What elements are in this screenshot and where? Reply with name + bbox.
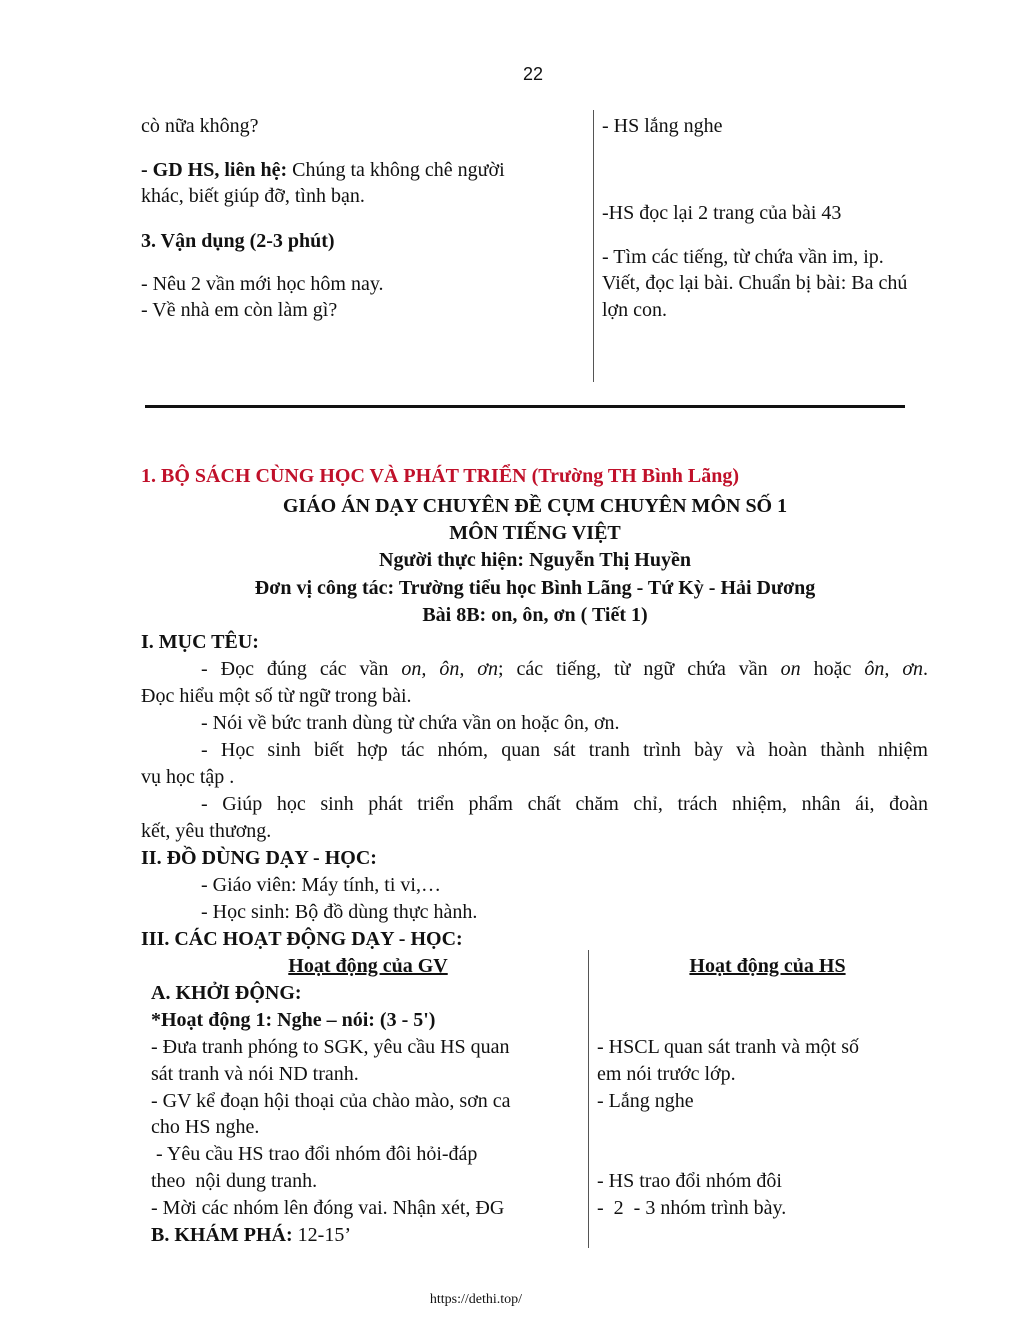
left-item-2: - Về nhà em còn làm gì?	[141, 299, 338, 321]
muc-tieu-p3: - Học sinh biết hợp tác nhóm, quan sát tranh trình bày và hoàn thành nhiệm	[201, 739, 928, 761]
gd-hs-text-2: khác, biết giúp đỡ, tình bạn.	[141, 185, 365, 207]
col-header-hs: Hoạt động của HS	[689, 955, 846, 977]
section-divider	[145, 405, 905, 408]
gd-hs-label: - GD HS, liên hệ:	[141, 159, 288, 181]
gv-line: theo nội dung tranh.	[151, 1170, 318, 1192]
muc-tieu-heading: I. MỤC TÊU:	[141, 631, 259, 653]
header-line-5: Bài 8B: on, ôn, ơn ( Tiết 1)	[422, 604, 648, 626]
khoi-dong-heading: A. KHỞI ĐỘNG:	[151, 982, 302, 1004]
gv-line: - GV kể đoạn hội thoại của chào mào, sơn ca	[151, 1090, 511, 1112]
muc-tieu-p1-line2: Đọc hiểu một số từ ngữ trong bài.	[141, 685, 412, 707]
muc-tieu-p3-line2: vụ học tập .	[141, 766, 235, 788]
muc-tieu-p1: - Đọc đúng các vần on, ôn, ơn; các tiếng, từ ngữ chứa vần on hoặc ôn, ơn.	[201, 658, 928, 680]
header-line-4: Đơn vị công tác: Trường tiểu học Bình Lãng - Tứ Kỳ - Hải Dương	[254, 577, 816, 599]
hs-line: - HS trao đổi nhóm đôi	[597, 1170, 782, 1192]
gv-line: - Mời các nhóm lên đóng vai. Nhận xét, ĐG	[151, 1197, 505, 1219]
top-table-divider	[593, 110, 594, 382]
activity-table-divider	[588, 950, 589, 1248]
left-item-1: - Nêu 2 vần mới học hôm nay.	[141, 273, 384, 295]
do-dung-heading: II. ĐỒ DÙNG DẠY - HỌC:	[141, 847, 377, 869]
kham-pha-time: 12-15’	[292, 1224, 351, 1246]
kham-pha-label: B. KHÁM PHÁ:	[151, 1224, 293, 1246]
section-title: 1. BỘ SÁCH CÙNG HỌC VÀ PHÁT TRIỂN (Trường TH Bình Lãng)	[141, 465, 740, 487]
gd-hs-line	[141, 157, 505, 183]
right-line-4: Viết, đọc lại bài. Chuẩn bị bài: Ba chú	[602, 272, 908, 294]
gv-line: cho HS nghe.	[151, 1116, 260, 1138]
hs-line: - Lắng nghe	[597, 1090, 694, 1112]
right-line-2: -HS đọc lại 2 trang của bài 43	[602, 202, 842, 224]
right-line-5: lợn con.	[602, 299, 668, 321]
do-dung-hs: - Học sinh: Bộ đồ dùng thực hành.	[201, 901, 478, 923]
right-line-3: - Tìm các tiếng, từ chứa vần im, ip.	[602, 246, 884, 268]
do-dung-gv: - Giáo viên: Máy tính, ti vi,…	[201, 874, 441, 896]
gv-line: - Yêu cầu HS trao đổi nhóm đôi hỏi-đáp	[151, 1143, 478, 1165]
page-number: 22	[523, 64, 544, 84]
muc-tieu-p4-line2: kết, yêu thương.	[141, 820, 272, 842]
van-dung-heading: 3. Vận dụng (2-3 phút)	[141, 230, 335, 252]
header-line-2: MÔN TIẾNG VIỆT	[449, 522, 621, 544]
hoat-dong-heading: III. CÁC HOẠT ĐỘNG DẠY - HỌC:	[141, 928, 463, 950]
footer-url[interactable]: https://dethi.top/	[429, 1292, 523, 1307]
hs-line: - HSCL quan sát tranh và một số	[597, 1036, 860, 1058]
left-line-1: cò nữa không?	[141, 115, 259, 137]
kham-pha-line	[151, 1222, 351, 1248]
gd-hs-text: Chúng ta không chê người	[287, 159, 505, 181]
hs-line: em nói trước lớp.	[597, 1063, 736, 1085]
header-line-1: GIÁO ÁN DẠY CHUYÊN ĐỀ CỤM CHUYÊN MÔN SỐ 1	[282, 495, 788, 517]
gv-line: sát tranh và nói ND tranh.	[151, 1063, 359, 1085]
gv-line: - Đưa tranh phóng to SGK, yêu cầu HS quan	[151, 1036, 510, 1058]
col-header-gv: Hoạt động của GV	[288, 955, 448, 977]
right-line-1: - HS lắng nghe	[602, 115, 723, 137]
hs-line: - 2 - 3 nhóm trình bày.	[597, 1197, 787, 1219]
muc-tieu-p4: - Giúp học sinh phát triển phẩm chất chăm chỉ, trách nhiệm, nhân ái, đoàn	[201, 793, 928, 815]
hoat-dong-1-heading: *Hoạt động 1: Nghe – nói: (3 - 5')	[151, 1009, 436, 1031]
muc-tieu-p2: - Nói về bức tranh dùng từ chứa vần on hoặc ôn, ơn.	[201, 712, 620, 734]
header-line-3: Người thực hiện: Nguyễn Thị Huyền	[379, 549, 691, 571]
